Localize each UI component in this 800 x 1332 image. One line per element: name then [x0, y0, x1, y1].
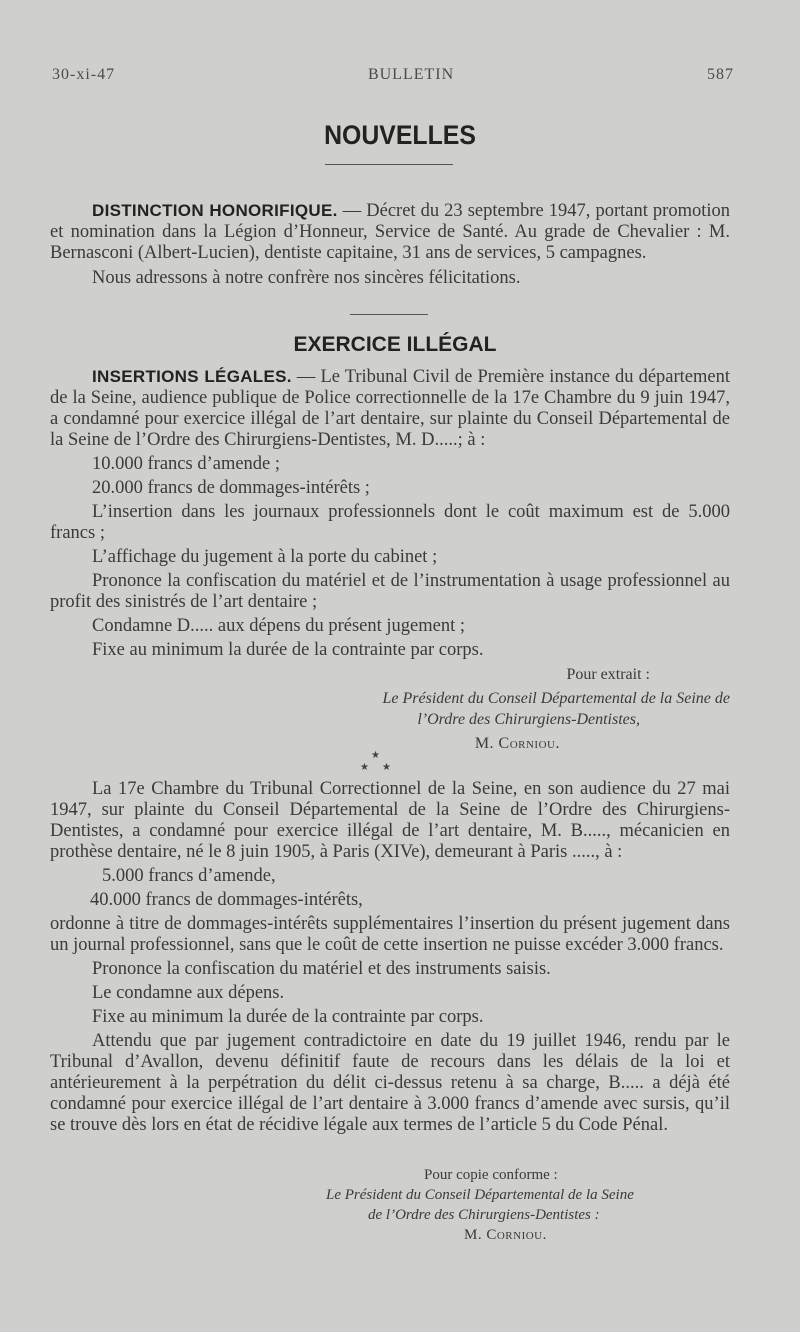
second-item: Fixe au minimum la durée de la contrainte par corps. [92, 1007, 484, 1027]
sig1-name: M. Corniou. [474, 735, 560, 752]
sig2-line2: Le Président du Conseil Départemental de la Seine [326, 1187, 634, 1203]
sig2-name: M. Corniou. [464, 1227, 547, 1243]
exercice-item: Condamne D..... aux dépens du présent jugement ; [92, 616, 465, 636]
second-amende: 5.000 francs d’amende, [102, 866, 276, 886]
running-header [52, 66, 734, 84]
exercice-item: Prononce la confiscation du matériel et de l’instrumentation à usage professionnel au profit des sinistrés de l’art dentaire ; [50, 571, 730, 612]
title-rule [325, 164, 453, 165]
exercice-intro: — Le Tribunal Civil de Première instance du département de la Seine, audience publique de Police correctionnelle de la 17e Chambre du 9 juin 1947, a condamné pour exercice illégal de l’art dentaire, sur plainte du Conseil Départemental de la Seine de l’Ordre des Chirurgiens-Dentistes, M. D.....; à : [50, 367, 730, 450]
distinction-congrats: Nous adressons à notre confrère nos sincères félicitations. [92, 268, 521, 288]
exercice-item: Fixe au minimum la durée de la contrainte par corps. [92, 640, 484, 660]
second-item: Attendu que par jugement contradictoire en date du 19 juillet 1946, rendu par le Tribunal d’Avallon, devenu définitif faute de recours dans les délais de la loi et antérieurement à la perpétration du délit ci-dessus retenu à sa charge, B..... a déjà été condamné pour exercice illégal de l’art dentaire à 3.000 francs d’amende avec sursis, qu’il se trouve dès lors en état de récidive légale aux termes de l’article 5 du Code Pénal. [50, 1031, 730, 1135]
exercice-section [50, 366, 730, 661]
header-page-number: 587 [707, 66, 734, 83]
asterism-divider: ★ ★ ★ [360, 750, 391, 773]
section-rule [350, 314, 428, 315]
second-item: Le condamne aux dépens. [92, 983, 285, 1003]
sig1-line1: Pour extrait : [566, 666, 650, 683]
sig1-line3: l’Ordre des Chirurgiens-Dentistes, [417, 711, 640, 728]
header-date: 30-xi-47 [52, 66, 116, 83]
exercice-item: L’affichage du jugement à la porte du cabinet ; [92, 547, 438, 567]
exercice-item: 20.000 francs de dommages-intérêts ; [92, 478, 370, 498]
exercice-title: EXERCICE ILLÉGAL [293, 333, 497, 356]
second-dommages: 40.000 francs de dommages-intérêts, [90, 890, 363, 910]
exercice-lead: INSERTIONS LÉGALES. [92, 367, 292, 386]
header-journal: BULLETIN [367, 66, 455, 83]
second-ordonne: ordonne à titre de dommages-intérêts supplémentaires l’insertion du présent jugement dans un journal professionnel, sans que le coût de cette insertion ne puisse excéder 3.000 francs. [50, 914, 730, 955]
second-judgment-section [50, 779, 730, 1136]
exercice-item: L’insertion dans les journaux professionnels dont le coût maximum est de 5.000 francs ; [50, 502, 730, 543]
distinction-section [50, 200, 730, 289]
main-title: NOUVELLES [324, 120, 476, 150]
second-item: Prononce la confiscation du matériel et des instruments saisis. [92, 959, 551, 979]
signature-block-1 [300, 664, 730, 754]
second-intro: La 17e Chambre du Tribunal Correctionnel de la Seine, en son audience du 27 mai 1947, sur plainte du Conseil Départemental de la Seine de l’Ordre des Chirurgiens-Dentistes, a condamné pour exercice illégal de l’art dentaire, M. B....., mécanicien en prothèse dentaire, né le 8 juin 1905, à Paris (XIVe), demeurant à Paris ....., à : [50, 779, 730, 862]
distinction-lead: DISTINCTION HONORIFIQUE. [92, 201, 338, 220]
exercice-item: 10.000 francs d’amende ; [92, 454, 281, 474]
signature-block-2 [300, 1165, 730, 1245]
distinction-text: — Décret du 23 septembre 1947, portant promotion et nomination dans la Légion d’Honneur, Service de Santé. Au grade de Chevalier : M. Bernasconi (Albert-Lucien), dentiste capitaine, 31 ans de services, 5 campagnes. [50, 201, 730, 263]
sig2-line3: de l’Ordre des Chirurgiens-Dentistes : [368, 1207, 600, 1223]
sig1-line2: Le Président du Conseil Départemental de la Seine de [382, 690, 730, 707]
sig2-line1: Pour copie conforme : [424, 1167, 558, 1183]
